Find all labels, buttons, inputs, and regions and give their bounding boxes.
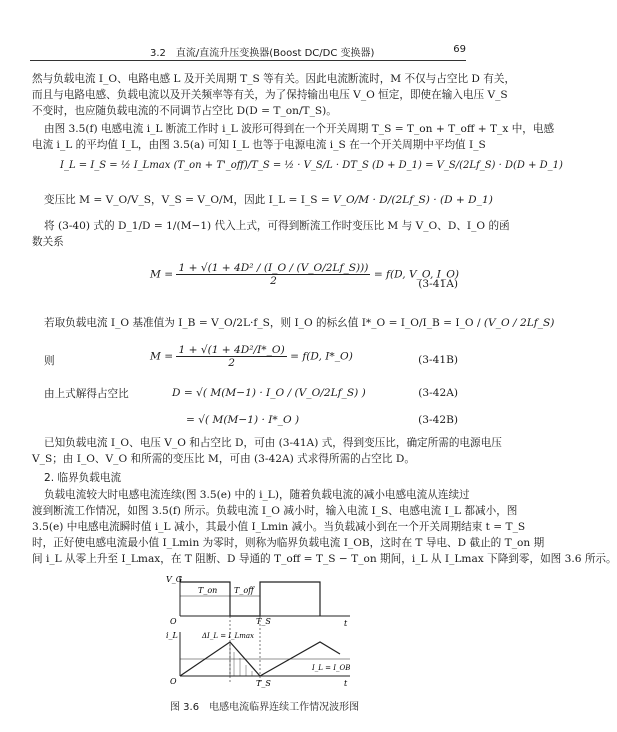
paragraph-line [44,193,493,207]
equation-number: (3-41A) [418,278,458,290]
equation-il-rhs: V_O/M · D/(2Lf_S) · (D + D_1) [333,194,493,206]
equation-number: (3-42B) [418,414,458,426]
paragraph-line: 而且与电路电感、负载电流以及开关频率等有关，为了保持输出电压 V_O 恒定，即使在输入电压 V_S [32,89,508,101]
paragraph-line: 负载电流较大时电感电流连续(图 3.5(e) 中的 i_L)，随着负载电流的减小电感电流从连续过 [44,489,470,501]
origin-label-bottom: O [170,677,177,686]
t-label-bottom: t [344,679,348,688]
paragraph-line: 数关系 [32,236,64,248]
equation-3-42b: = √( M(M−1) · I*_O ) [186,414,300,426]
average-current-label: I_L = I_OB [312,664,351,672]
toff-label: T_off [234,586,254,595]
paragraph-line: 则 [44,355,55,367]
running-header [30,44,466,61]
equation-number: (3-41B) [418,354,458,366]
equation-il: I_L = I_S = ½ I_Lmax (T_on + T'_off)/T_S = ½ · V_S/L · DT_S (D + D_1) = V_S/(2Lf_S) · D(D + D_1) [60,160,563,171]
chapter-title: 3.2 直流/直流升压变换器(Boost DC/DC 变换器) [150,48,375,59]
paragraph-line: 若取负载电流 I_O 基准值为 I_B = V_O/2L·f_S，则 I_O 的标幺值 I*_O = I_O/I_B = I_O / (V_O / 2Lf_S) [44,317,555,329]
page-number: 69 [453,44,466,55]
paragraph-line: 电流 i_L 的平均值 I_L，由图 3.5(a) 可知 I_L 也等于电源电流 i_S 在一个开关周期中平均值 I_S [32,139,486,151]
equation-3-41b: M = $\frac{\text{1 + √(1 + 4D²/I*\_O)}}{2}$ = f(D, I*_O) [150,344,353,369]
equation-number: (3-42A) [418,387,458,399]
t-label-top: t [344,619,348,628]
ts-label-top: T_S [256,617,271,626]
il-label: i_L [166,631,178,640]
paragraph-line: 由图 3.5(f) 电感电流 i_L 断流工作时 i_L 波形可得到在一个开关周期 T_S = T_on + T_off + T_x 中，电感 [44,123,555,135]
paragraph-line: 将 (3-40) 式的 D_1/D = 1/(M−1) 代入上式，可得到断流工作时变压比 M 与 V_O、D、I_O 的函 [44,220,510,232]
figure-caption: 图 3.6 电感电流临界连续工作情况波形图 [170,702,360,713]
waveform-figure [160,572,360,694]
paragraph-line: V_S；由 I_O、V_O 和所需的变压比 M，可由 (3-42A) 式求得所需的占空比 D。 [32,453,415,465]
paragraph-line: 3.5(e) 中电感电流瞬时值 i_L 减小，其最小值 I_Lmin 减小。当负载减小到在一个开关周期结束 t = T_S [32,521,526,533]
equation-3-41a: M = $\frac{\text{1 + √(1 + 4D² / (I\_O / (V\_O/2Lf\_S)))}}{2}$ = f(D, V_O, I_O) [150,262,460,287]
equation-3-42a: D = √( M(M−1) · I_O / (V_O/2Lf_S) ) [172,387,366,399]
paragraph-line: 间 i_L 从零上升至 I_Lmax，在 T 阻断、D 导通的 T_off = T_S − T_on 期间，i_L 从 I_Lmax 下降到零，如图 3.6 所示。 [32,553,617,565]
ts-label-bottom: T_S [256,679,271,688]
paragraph-line: 由上式解得占空比 [44,388,129,400]
paragraph-line: 渡到断流工作情况，如图 3.5(f) 所示。负载电流 I_O 减小时，输入电流 I_S、电感电流 I_L 都减小，图 [32,505,518,517]
ton-label: T_on [198,586,218,595]
origin-label-top: O [170,617,177,626]
paragraph-line: 然与负载电流 I_O、电路电感 L 及开关周期 T_S 等有关。因此电流断流时，M 不仅与占空比 D 有关， [32,73,516,85]
voltage-ratio-text: 变压比 M = V_O/V_S，V_S = V_O/M，因此 I_L = I_S = [44,194,330,206]
paragraph-line: 不变时，也应随负载电流的不同调节占空比 D(D = T_on/T_S)。 [32,105,337,117]
paragraph-line: 已知负载电流 I_O、电压 V_O 和占空比 D，可由 (3-41A) 式，得到变压比，确定所需的电源电压 [44,437,502,449]
section-heading: 2. 临界负载电流 [44,472,122,484]
vg-label: V_G [166,575,183,584]
paragraph-line: 时，正好使电感电流最小值 I_Lmin 为零时，则称为临界负载电流 I_OB，这时在 T 导电、D 截止的 T_on 期 [32,537,545,549]
delta-il-label: ΔI_L = I_Lmax [202,632,254,640]
